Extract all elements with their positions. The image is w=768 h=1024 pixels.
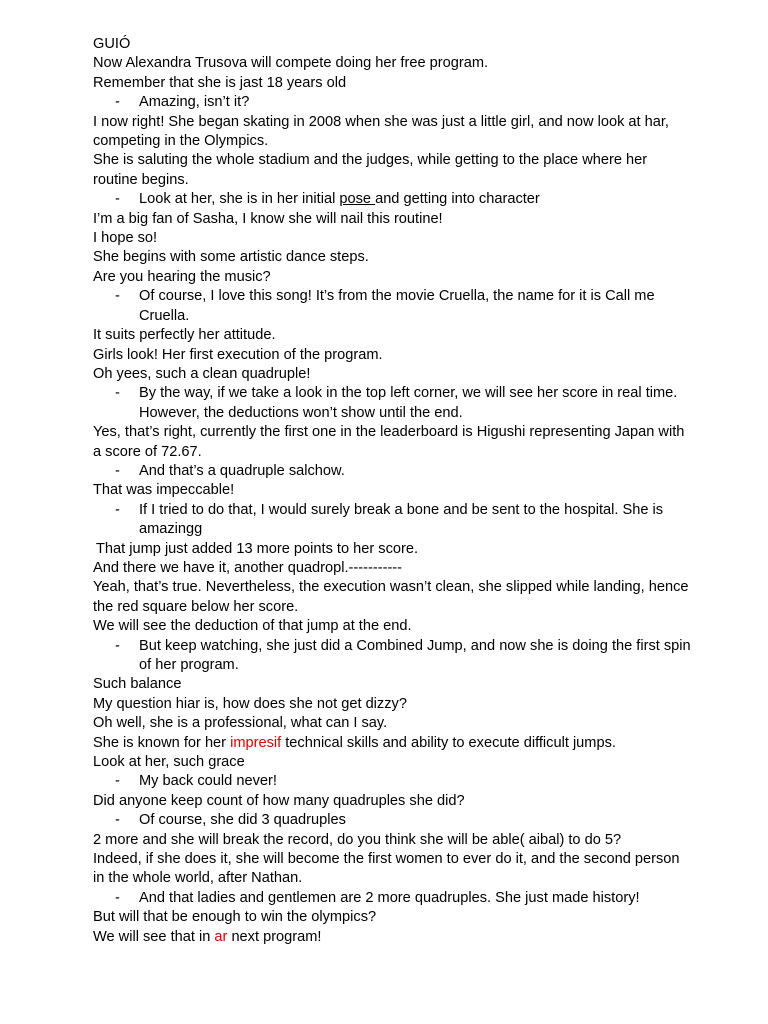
- bullet-text: If I tried to do that, I would surely break a bone and be sent to the hospital. She is amazingg: [139, 501, 664, 538]
- dialogue-bullet: [93, 637, 693, 676]
- document-title: GUIÓ: [93, 36, 131, 52]
- script-line: I’m a big fan of Sasha, I know she will nail this routine!: [93, 210, 443, 227]
- bullet-dash: -: [115, 385, 120, 402]
- script-line: Now Alexandra Trusova will compete doing her free program.: [93, 55, 489, 72]
- script-line: My question hiar is, how does she not get dizzy?: [93, 695, 407, 712]
- bullet-text: By the way, if we take a look in the top left corner, we will see her score in real time. However, the deductions won’t show until the end.: [139, 385, 678, 421]
- dialogue-bullet: [93, 462, 693, 481]
- script-line: Remember that she is jast 18 years old: [93, 74, 347, 91]
- bullet-dash: -: [115, 462, 120, 479]
- script-line: Yes, that’s right, currently the first one in the leaderboard is Higushi representing Japan with a score of 72.67.: [93, 424, 685, 460]
- script-line: I now right! She began skating in 2008 when she was just a little girl, and now look at har, competing in the Olympics.: [93, 113, 669, 150]
- line-text: She is known for her: [93, 734, 231, 751]
- script-line: Did anyone keep count of how many quadruples she did?: [93, 792, 465, 809]
- dialogue-bullet: [93, 501, 693, 540]
- script-line: [93, 928, 693, 947]
- bullet-dash: -: [115, 94, 120, 111]
- bullet-text: But keep watching, she just did a Combined Jump, and now she is doing the first spin of her program.: [139, 637, 691, 673]
- script-line: I hope so!: [93, 230, 158, 247]
- bullet-text: Look at her, she is in her initial: [139, 191, 340, 208]
- dialogue-bullet: [93, 287, 693, 326]
- bullet-dash: -: [115, 637, 120, 654]
- bullet-text: My back could never!: [139, 773, 277, 790]
- bullet-dash: -: [115, 889, 120, 906]
- script-line: Are you hearing the music?: [93, 268, 271, 285]
- dialogue-bullet: [93, 811, 693, 830]
- dialogue-bullet: [93, 772, 693, 791]
- dialogue-bullet: [93, 889, 693, 908]
- bullet-text: Of course, she did 3 quadruples: [139, 812, 346, 829]
- script-line: She begins with some artistic dance steps.: [93, 249, 369, 266]
- script-line: Girls look! Her first execution of the program.: [93, 346, 383, 363]
- script-line: That was impeccable!: [93, 482, 235, 499]
- script-line: We will see the deduction of that jump at the end.: [93, 618, 412, 635]
- bullet-text: Amazing, isn’t it?: [139, 94, 250, 111]
- bullet-dash: -: [115, 191, 120, 208]
- script-line: Indeed, if she does it, she will become the first women to ever do it, and the second person in the whole world, after Nathan.: [93, 851, 680, 887]
- script-line: It suits perfectly her attitude.: [93, 327, 276, 344]
- bullet-dash: -: [115, 501, 120, 518]
- bullet-text: And that’s a quadruple salchow.: [139, 462, 345, 479]
- script-line: 2 more and she will break the record, do you think she will be able( aibal) to do 5?: [93, 831, 622, 848]
- bullet-dash: -: [115, 812, 120, 829]
- line-text: next program!: [227, 928, 322, 945]
- script-line: Oh well, she is a professional, what can I say.: [93, 715, 388, 732]
- document-body: [93, 35, 693, 947]
- dialogue-bullet: [93, 384, 693, 423]
- script-line: [93, 734, 693, 753]
- bullet-text: And that ladies and gentlemen are 2 more quadruples. She just made history!: [139, 889, 640, 906]
- script-line: Look at her, such grace: [93, 754, 245, 771]
- script-line: And there we have it, another quadropl.-----------: [93, 559, 403, 576]
- dialogue-bullet: [93, 93, 693, 112]
- script-line: That jump just added 13 more points to her score.: [96, 540, 419, 557]
- bullet-text: Of course, I love this song! It’s from the movie Cruella, the name for it is Call me Cruella.: [139, 288, 655, 324]
- misspelled-word-red: ar: [214, 928, 228, 945]
- misspelled-word-red: impresif: [230, 734, 282, 751]
- script-line: Yeah, that’s true. Nevertheless, the execution wasn’t clean, she slipped while landing, hence the red square below her score.: [93, 579, 689, 615]
- underlined-word: pose: [339, 191, 376, 208]
- script-line: Oh yees, such a clean quadruple!: [93, 365, 311, 382]
- script-line: Such balance: [93, 676, 182, 693]
- bullet-dash: -: [115, 773, 120, 790]
- dialogue-bullet: [93, 190, 693, 209]
- script-line: But will that be enough to win the olympics?: [93, 909, 377, 926]
- bullet-text: and getting into character: [375, 191, 540, 208]
- line-text: We will see that in: [93, 928, 215, 945]
- script-line: She is saluting the whole stadium and the judges, while getting to the place where her routine begins.: [93, 152, 648, 188]
- bullet-dash: -: [115, 288, 120, 305]
- line-text: technical skills and ability to execute difficult jumps.: [281, 734, 616, 751]
